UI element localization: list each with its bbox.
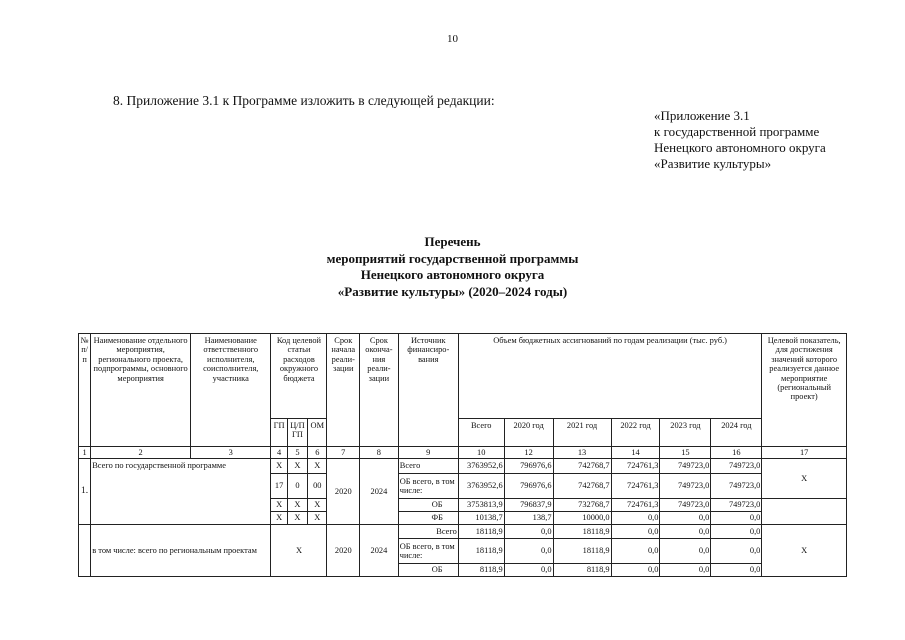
value-2023: 749723,0 (660, 459, 711, 474)
column-number-row (79, 447, 847, 459)
header-source: Источник финансиро-вания (398, 334, 458, 447)
column-number: 3 (191, 447, 271, 459)
code-om: Х (308, 499, 327, 512)
title-line: Ненецкого автономного округа (360, 267, 545, 282)
appendix-line: Ненецкого автономного округа (654, 140, 826, 155)
value-2021: 18118,9 (553, 525, 611, 539)
source: Всего (398, 525, 458, 539)
value-2020: 796976,6 (504, 474, 553, 499)
appendix-reference (654, 108, 826, 172)
value-2020: 0,0 (504, 525, 553, 539)
source: ОБ всего, в том числе: (398, 474, 458, 499)
column-number: 7 (327, 447, 360, 459)
column-number: 12 (504, 447, 553, 459)
value-2024: 0,0 (711, 512, 762, 525)
value-total: 3763952,6 (458, 459, 504, 474)
appendix-line: «Приложение 3.1 (654, 108, 750, 123)
value-2022: 0,0 (611, 539, 660, 564)
code-cp: Х (287, 512, 307, 525)
value-total: 8118,9 (458, 564, 504, 577)
appendix-line: к государственной программе (654, 124, 820, 139)
value-2023: 749723,0 (660, 474, 711, 499)
value-2024: 0,0 (711, 525, 762, 539)
header-cp: Ц/П ГП (287, 419, 307, 447)
header-volume: Объем бюджетных ассигнований по годам реализации (тыс. руб.) (458, 334, 762, 419)
code-cp: 0 (287, 474, 307, 499)
value-total: 18118,9 (458, 525, 504, 539)
column-number: 2 (91, 447, 191, 459)
source: ОБ (417, 564, 459, 577)
header-total: Всего (458, 419, 504, 447)
value-total: 3753813,9 (458, 499, 504, 512)
row-number (79, 525, 91, 577)
column-number: 4 (271, 447, 287, 459)
value-2024: 749723,0 (711, 499, 762, 512)
value-2024: 0,0 (711, 564, 762, 577)
source: ОБ (417, 499, 459, 512)
value-2022: 724761,3 (611, 459, 660, 474)
header-responsible: Наименование ответственного исполнителя, соисполнителя, участника (191, 334, 271, 447)
header-end: Срок оконча-ния реали-зации (360, 334, 399, 447)
value-2022: 0,0 (611, 564, 660, 577)
source-indent (398, 564, 416, 577)
start-year: 2020 (327, 525, 360, 577)
row-name: в том числе: всего по региональным проектам (91, 525, 271, 577)
source: ОБ всего, в том числе: (398, 539, 458, 564)
title-line: Перечень (424, 234, 481, 249)
column-number: 13 (553, 447, 611, 459)
code-om: Х (308, 512, 327, 525)
column-number: 14 (611, 447, 660, 459)
document-title (0, 234, 905, 300)
value-2022: 0,0 (611, 512, 660, 525)
value-2022: 724761,3 (611, 474, 660, 499)
end-year: 2024 (360, 525, 399, 577)
value-2020: 0,0 (504, 564, 553, 577)
table-row (79, 525, 847, 539)
header-start: Срок начала реали-зации (327, 334, 360, 447)
column-number: 1 (79, 447, 91, 459)
header-year-2021: 2021 год (553, 419, 611, 447)
target-indicator: Х (762, 525, 847, 577)
value-2023: 0,0 (660, 525, 711, 539)
header-year-2022: 2022 год (611, 419, 660, 447)
source: ФБ (417, 512, 459, 525)
header-name: Наименование отдельного мероприятия, регионального проекта, подпрограммы, основного мероприятия (91, 334, 191, 447)
value-2021: 10000,0 (553, 512, 611, 525)
value-2023: 0,0 (660, 512, 711, 525)
value-2024: 0,0 (711, 539, 762, 564)
header-gp: ГП (271, 419, 287, 447)
code-combined: Х (271, 525, 327, 577)
code-om: Х (308, 459, 327, 474)
title-line: «Развитие культуры» (2020–2024 годы) (337, 283, 568, 299)
value-total: 10138,7 (458, 512, 504, 525)
header-year-2020: 2020 год (504, 419, 553, 447)
column-number: 17 (762, 447, 847, 459)
column-number: 6 (308, 447, 327, 459)
code-cp: Х (287, 499, 307, 512)
value-2020: 796837,9 (504, 499, 553, 512)
value-2023: 0,0 (660, 539, 711, 564)
table-row (79, 459, 847, 474)
page-number: 10 (447, 33, 458, 45)
value-2022: 0,0 (611, 525, 660, 539)
value-2021: 18118,9 (553, 539, 611, 564)
appendix-line: «Развитие культуры» (654, 156, 772, 171)
value-2022: 724761,3 (611, 499, 660, 512)
code-gp: 17 (271, 474, 287, 499)
target-empty (762, 499, 847, 525)
column-number: 15 (660, 447, 711, 459)
source-indent (398, 499, 416, 512)
value-2020: 796976,6 (504, 459, 553, 474)
value-2020: 138,7 (504, 512, 553, 525)
code-gp: Х (271, 459, 287, 474)
value-2023: 0,0 (660, 564, 711, 577)
value-total: 18118,9 (458, 539, 504, 564)
header-year-2023: 2023 год (660, 419, 711, 447)
start-year: 2020 (327, 459, 360, 525)
code-cp: Х (287, 459, 307, 474)
value-total: 3763952,6 (458, 474, 504, 499)
code-gp: Х (271, 499, 287, 512)
value-2024: 749723,0 (711, 474, 762, 499)
value-2021: 742768,7 (553, 474, 611, 499)
row-number: 1. (79, 459, 91, 525)
source-indent (398, 512, 416, 525)
row-name: Всего по государственной программе (91, 459, 271, 525)
column-number: 5 (287, 447, 307, 459)
end-year: 2024 (360, 459, 399, 525)
header-num: № п/п (79, 334, 91, 447)
column-number: 8 (360, 447, 399, 459)
source: Всего (398, 459, 458, 474)
code-om: 00 (308, 474, 327, 499)
program-table (78, 333, 847, 577)
code-gp: Х (271, 512, 287, 525)
target-indicator: Х (762, 459, 847, 499)
value-2024: 749723,0 (711, 459, 762, 474)
column-number: 10 (458, 447, 504, 459)
header-target: Целевой показатель, для достижения значений которого реализуется данное мероприятие (региональный проект) (762, 334, 847, 447)
value-2023: 749723,0 (660, 499, 711, 512)
table-header-row (79, 334, 847, 419)
value-2020: 0,0 (504, 539, 553, 564)
intro-text: 8. Приложение 3.1 к Программе изложить в следующей редакции: (113, 93, 495, 108)
value-2021: 742768,7 (553, 459, 611, 474)
header-year-2024: 2024 год (711, 419, 762, 447)
column-number: 16 (711, 447, 762, 459)
value-2021: 8118,9 (553, 564, 611, 577)
column-number: 9 (398, 447, 458, 459)
title-line: мероприятий государственной программы (326, 250, 579, 266)
header-code: Код целевой статьи расходов окружного бюджета (271, 334, 327, 419)
value-2021: 732768,7 (553, 499, 611, 512)
header-om: ОМ (308, 419, 327, 447)
